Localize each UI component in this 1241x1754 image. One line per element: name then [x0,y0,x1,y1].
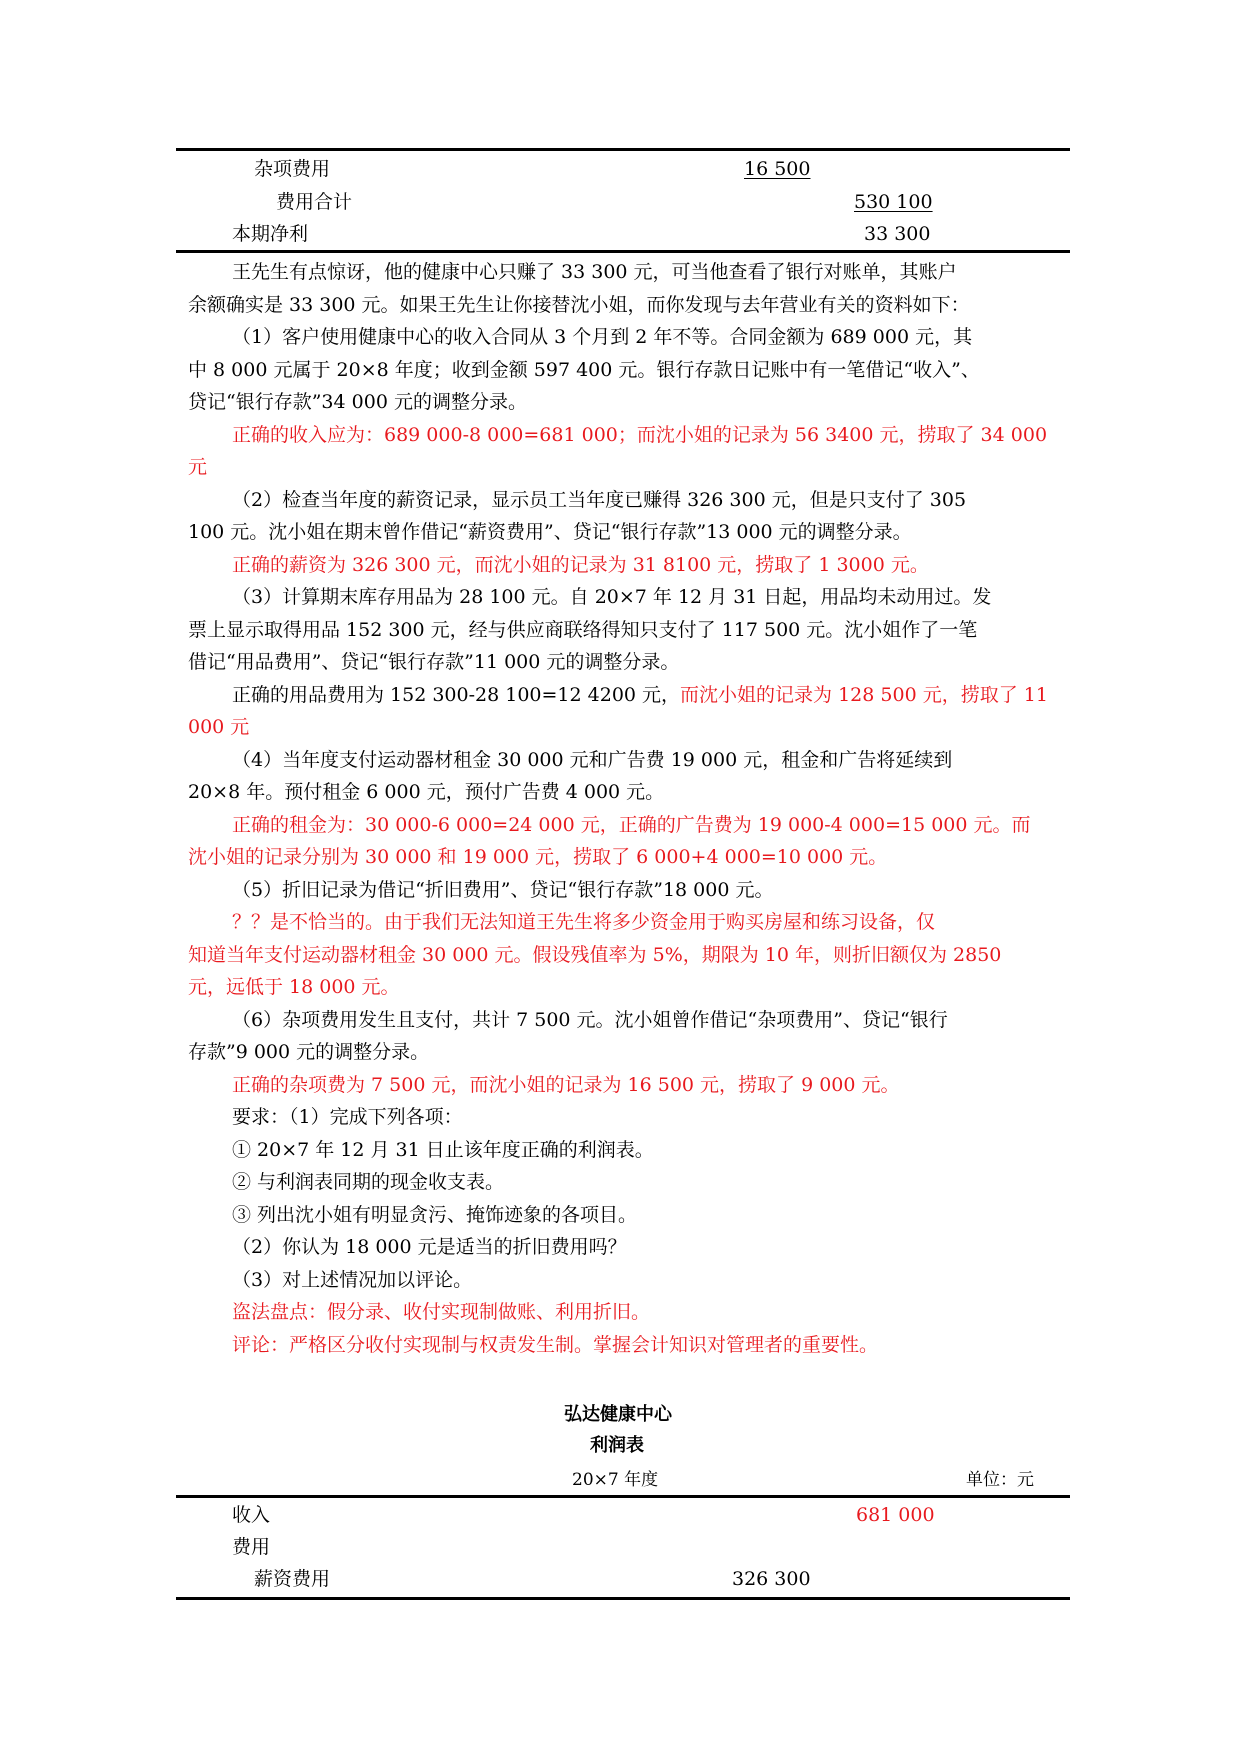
table-row-total: 530 100 [854,191,933,213]
question-line: 100 元。沈小姐在期末曾作借记“薪资费用”、贷记“银行存款”13 000 元的调整分录。 [188,521,912,543]
answer-red-part: 而沈小姐的记录为 128 500 元，捞取了 11 [680,683,1048,706]
question-line: 贷记“银行存款”34 000 元的调整分录。 [188,391,527,413]
intro-line: 王先生有点惊讶，他的健康中心只赚了 33 300 元，可当他查看了银行对账单，其账户 [232,261,957,283]
requirement-line: ③ 列出沈小姐有明显贪污、掩饰迹象的各项目。 [232,1203,638,1226]
statement-top-rule [176,1495,1070,1498]
table-row-label: 本期净利 [232,223,309,245]
unit-label: 单位：元 [966,1470,1034,1490]
requirement-line: 要求：（1）完成下列各项： [232,1106,463,1128]
answer-line: 正确的租金为：30 000-6 000=24 000 元，正确的广告费为 19 000-4 000=15 000 元。而 [232,813,1031,836]
statement-row-total: 681 000 [856,1504,935,1526]
answer-line [188,679,1058,712]
statement-bottom-rule [176,1597,1070,1600]
question-line: （6）杂项费用发生且支付，共计 7 500 元。沈小姐曾作借记“杂项费用”、贷记“银行 [232,1008,948,1031]
table-row-total: 33 300 [864,223,931,245]
answer-line: 元，远低于 18 000 元。 [188,976,400,998]
table-row-amount: 16 500 [744,158,811,180]
question-line: 票上显示取得用品 152 300 元，经与供应商联络得知只支付了 117 500 元。沈小姐作了一笔 [188,618,978,641]
answer-line: 知道当年支付运动器材租金 30 000 元。假设残值率为 5%，期限为 10 年，则折旧额仅为 2850 [188,943,1002,966]
statement-row-label: 费用 [232,1536,271,1558]
question-line: （1）客户使用健康中心的收入合同从 3 个月到 2 年不等。合同金额为 689 000 元，其 [232,326,973,348]
question-line: 中 8 000 元属于 20×8 年度；收到金额 597 400 元。银行存款日记账中有一笔借记“收入”、 [188,358,980,381]
requirement-line: ① 20×7 年 12 月 31 日止该年度正确的利润表。 [232,1138,654,1161]
answer-line: 正确的杂项费为 7 500 元，而沈小姐的记录为 16 500 元，捞取了 9 000 元。 [232,1073,900,1096]
top-rule-thick [176,148,1070,151]
body-text [188,256,1058,1361]
answer-black-part: 正确的用品费用为 152 300-28 100=12 4200 元， [232,683,681,706]
statement-row-amount: 326 300 [732,1568,811,1590]
question-line: 20×8 年。预付租金 6 000 元，预付广告费 4 000 元。 [188,781,665,803]
question-line: （2）检查当年度的薪资记录，显示员工当年度已赚得 326 300 元，但是只支付了 305 [232,488,967,511]
question-line: （3）计算期末库存用品为 28 100 元。自 20×7 年 12 月 31 日起，用品均未动用过。发 [232,586,992,608]
answer-line: 正确的薪资为 326 300 元，而沈小姐的记录为 31 8100 元，捞取了 1 3000 元。 [232,553,929,576]
requirement-line: ② 与利润表同期的现金收支表。 [232,1171,505,1193]
statement-row-label: 收入 [232,1504,271,1526]
table-row-label: 杂项费用 [254,158,331,180]
answer-line: 元 [188,456,208,478]
question-line: （4）当年度支付运动器材租金 30 000 元和广告费 19 000 元，租金和广告将延续到 [232,748,953,771]
company-name: 弘达健康中心 [564,1404,672,1425]
answer-line: 000 元 [188,716,250,738]
conclusion-line: 评论：严格区分收付实现制与权责发生制。掌握会计知识对管理者的重要性。 [232,1333,879,1356]
question-line: 存款”9 000 元的调整分录。 [188,1041,430,1063]
requirement-line: （3）对上述情况加以评论。 [232,1268,473,1291]
answer-line: 沈小姐的记录分别为 30 000 和 19 000 元，捞取了 6 000+4 000=10 000 元。 [188,846,888,868]
requirement-line: （2）你认为 18 000 元是适当的折旧费用吗？ [232,1236,627,1258]
statement-row-label: 薪资费用 [254,1568,331,1590]
statement-title: 利润表 [590,1435,644,1456]
answer-line: ？？是不恰当的。由于我们无法知道王先生将多少资金用于购买房屋和练习设备，仅 [232,911,936,933]
question-line: 借记“用品费用”、贷记“银行存款”11 000 元的调整分录。 [188,651,680,673]
question-line: （5）折旧记录为借记“折旧费用”、贷记“银行存款”18 000 元。 [232,878,774,901]
intro-line: 余额确实是 33 300 元。如果王先生让你接替沈小姐，而你发现与去年营业有关的资料如下： [188,293,970,316]
bottom-rule-thick [176,250,1070,253]
conclusion-line: 盗法盘点：假分录、收付实现制做账、利用折旧。 [232,1301,651,1323]
statement-period: 20×7 年度 [572,1470,659,1490]
table-row-label: 费用合计 [276,191,353,213]
answer-line: 正确的收入应为：689 000-8 000=681 000；而沈小姐的记录为 56 3400 元，捞取了 34 000 [232,423,1048,446]
